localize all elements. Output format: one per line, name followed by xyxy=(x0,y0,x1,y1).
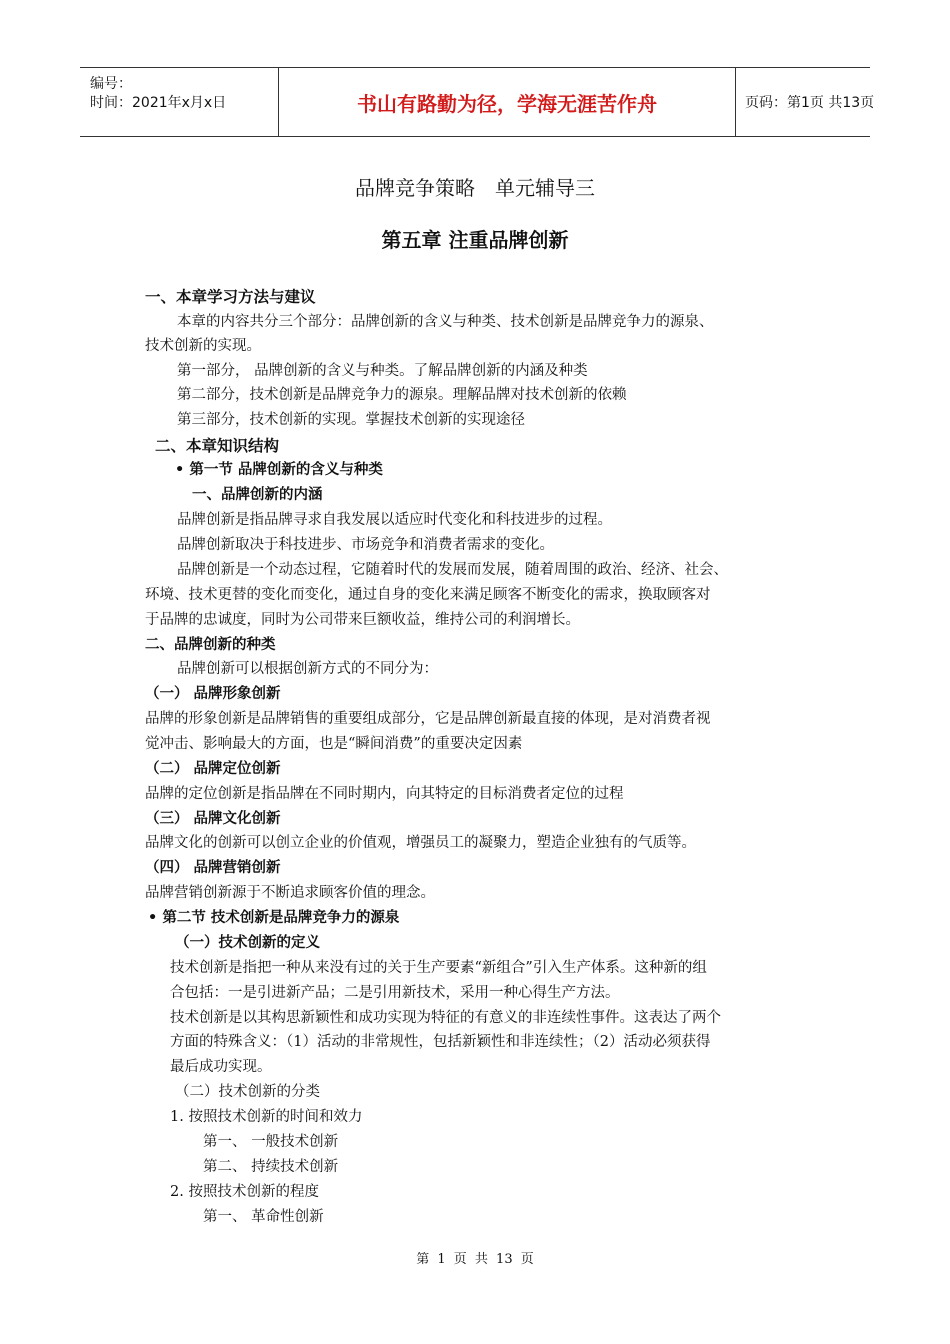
motto-text: 书山有路勤为径，学海无涯苦作舟 xyxy=(357,91,657,116)
subsection-heading: 一、品牌创新的内涵 xyxy=(192,487,323,503)
page-footer: 第 1 页 共 13 页 xyxy=(416,1252,534,1267)
body-line: 技术创新的实现。 xyxy=(145,338,261,354)
list-item: 第一、 一般技术创新 xyxy=(203,1134,339,1150)
body-line: 品牌的形象创新是品牌销售的重要组成部分，它是品牌创新最直接的体现，是对消费者视 xyxy=(145,711,711,727)
body-line: 品牌创新取决于科技进步、市场竞争和消费者需求的变化。 xyxy=(177,537,554,553)
section-heading: 一、本章学习方法与建议 xyxy=(145,288,316,306)
body-line: 第一部分， 品牌创新的含义与种类。了解品牌创新的内涵及种类 xyxy=(177,363,588,379)
section-heading: 二、本章知识结构 xyxy=(155,437,280,455)
body-line: 第三部分，技术创新的实现。掌握技术创新的实现途径 xyxy=(177,412,525,428)
subsection-heading: • 第一节 品牌创新的含义与种类 xyxy=(175,462,383,478)
subsection-heading: （三） 品牌文化创新 xyxy=(145,811,281,827)
list-item: 2. 按照技术创新的程度 xyxy=(170,1184,319,1200)
body-line: 方面的特殊含义：（1）活动的非常规性，包括新颖性和非连续性；（2）活动必须获得 xyxy=(170,1034,711,1050)
body-line: 品牌创新是指品牌寻求自我发展以适应时代变化和科技进步的过程。 xyxy=(177,512,612,528)
time-label: 时间：2021年x月x日 xyxy=(90,95,227,111)
body-line: 技术创新是以其构思新颖性和成功实现为特征的有意义的非连续性事件。这表达了两个 xyxy=(170,1010,721,1026)
body-line: 本章的内容共分三个部分：品牌创新的含义与种类、技术创新是品牌竞争力的源泉、 xyxy=(177,314,714,330)
subsection-heading: （二） 品牌定位创新 xyxy=(145,761,281,777)
number-label: 编号： xyxy=(90,76,132,92)
subsection-heading: （四） 品牌营销创新 xyxy=(145,860,281,876)
body-line: 品牌营销创新源于不断追求顾客价值的理念。 xyxy=(145,885,435,901)
body-line: 技术创新是指把一种从来没有过的关于生产要素“新组合”引入生产体系。这种新的组 xyxy=(170,960,707,976)
body-line: 觉冲击、影响最大的方面，也是“瞬间消费”的重要决定因素 xyxy=(145,736,523,752)
subsection-heading: 二、品牌创新的种类 xyxy=(145,637,276,653)
subsection-heading: （一）技术创新的定义 xyxy=(175,935,320,951)
chapter-title: 第五章 注重品牌创新 xyxy=(381,228,569,252)
list-item: 1. 按照技术创新的时间和效力 xyxy=(170,1109,363,1125)
body-line: （二）技术创新的分类 xyxy=(175,1084,320,1100)
body-line: 于品牌的忠诚度，同时为公司带来巨额收益，维持公司的利润增长。 xyxy=(145,612,580,628)
body-line: 品牌创新可以根据创新方式的不同分为： xyxy=(177,661,438,677)
body-line: 最后成功实现。 xyxy=(170,1059,272,1075)
body-line: 环境、技术更替的变化而变化，通过自身的变化来满足顾客不断变化的需求，换取顾客对 xyxy=(145,587,711,603)
header-page-cell xyxy=(735,68,875,136)
page-info: 页码：第1页 共13页 xyxy=(745,95,875,111)
list-item: 第一、 革命性创新 xyxy=(203,1209,324,1225)
list-item: 第二、 持续技术创新 xyxy=(203,1159,339,1175)
body-line: 品牌创新是一个动态过程，它随着时代的发展而发展，随着周围的政治、经济、社会、 xyxy=(177,562,728,578)
subsection-heading: • 第二节 技术创新是品牌竞争力的源泉 xyxy=(148,910,400,926)
document-header xyxy=(80,67,875,137)
header-meta-cell xyxy=(80,68,278,136)
subsection-heading: （一） 品牌形象创新 xyxy=(145,686,281,702)
document-title: 品牌竞争策略 单元辅导三 xyxy=(355,176,595,200)
body-line: 第二部分，技术创新是品牌竞争力的源泉。理解品牌对技术创新的依赖 xyxy=(177,387,627,403)
body-line: 合包括：一是引进新产品；二是引用新技术，采用一种心得生产方法。 xyxy=(170,985,620,1001)
body-line: 品牌的定位创新是指品牌在不同时期内，向其特定的目标消费者定位的过程 xyxy=(145,786,624,802)
body-line: 品牌文化的创新可以创立企业的价值观，增强员工的凝聚力，塑造企业独有的气质等。 xyxy=(145,835,696,851)
header-motto-cell xyxy=(278,68,736,136)
